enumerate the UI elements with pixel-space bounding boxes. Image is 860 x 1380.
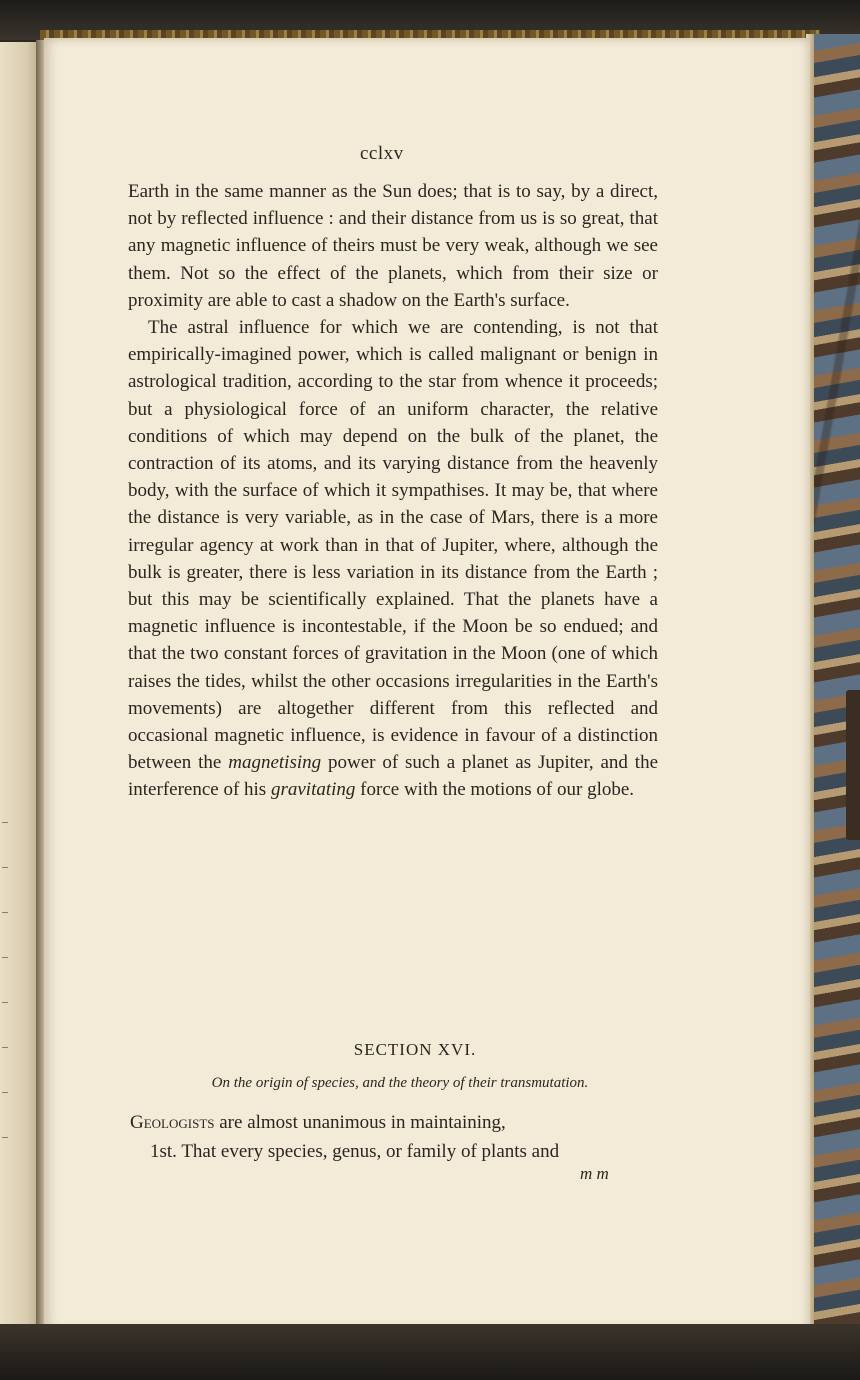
section-line-2: 1st. That every species, genus, or family of plants and [150, 1141, 560, 1162]
paragraph-2-part-c: force with the motions of our globe. [360, 779, 635, 801]
section-line-1-rest: are almost unanimous in maintaining, [219, 1112, 506, 1133]
paragraph-2-part-a: The astral influence for which we are contending, is not that empirically-imagined power, which is called malignant or benign in astrological tradition, according to the star from whence it proceeds; but a physiological force of an uniform character, the relative conditions of which may depend on the bulk of the planet, the contraction of its atoms, and its varying distance from the heavenly body, with the surface of which it sympathises. It may be, that where the distance is very variable, as in the case of Mars, there is a more irregular agency at work than in that of Jupiter, where, although the bulk is greater, there is less variation in its distance from the Earth ; but this may be scientifically explained. That the planets have a magnetic influence is incontestable, if the Moon be so endued; and that the two constant forces of gravitation in the Moon (one of which raises the tides, whilst the other occasions irregularities in the Earth's movements) are altogether different from this reflected and occasional magnetic influence, is evidence in favour of a distinction between the [128, 317, 658, 774]
paragraph-2-part-b: power of such a planet as Jupiter, and the interference of his [128, 752, 659, 801]
section-subtitle: On the origin of species, and the theory of their transmutation. [211, 1075, 589, 1091]
facing-page-marks [2, 822, 12, 1182]
main-text [128, 178, 658, 804]
paragraph-1: Earth in the same manner as the Sun does; that is to say, by a direct, not by reflected influence : and their distance from us is so great, that any magnetic influence of theirs must be very weak, although we see them. Not so the effect of the planets, which from their size or proximity are able to cast a shadow on the Earth's surface. [128, 181, 658, 311]
bookmark-ribbon [846, 690, 860, 840]
scan-background-bottom [0, 1324, 860, 1380]
marbled-page-edge [806, 34, 860, 1334]
emphasis-gravitating: gravitating [270, 779, 356, 801]
emphasis-magnetising: magnetising [228, 752, 322, 774]
facing-page-edge [0, 42, 38, 1342]
paragraph-2 [128, 314, 658, 804]
section-heading: SECTION XVI. [353, 1040, 477, 1059]
page-number: cclxv [360, 143, 404, 164]
section-body [130, 1108, 660, 1166]
signature-mark: m m [580, 1164, 609, 1183]
section-first-word: Geologists [130, 1112, 215, 1133]
section-line-1 [130, 1108, 660, 1137]
